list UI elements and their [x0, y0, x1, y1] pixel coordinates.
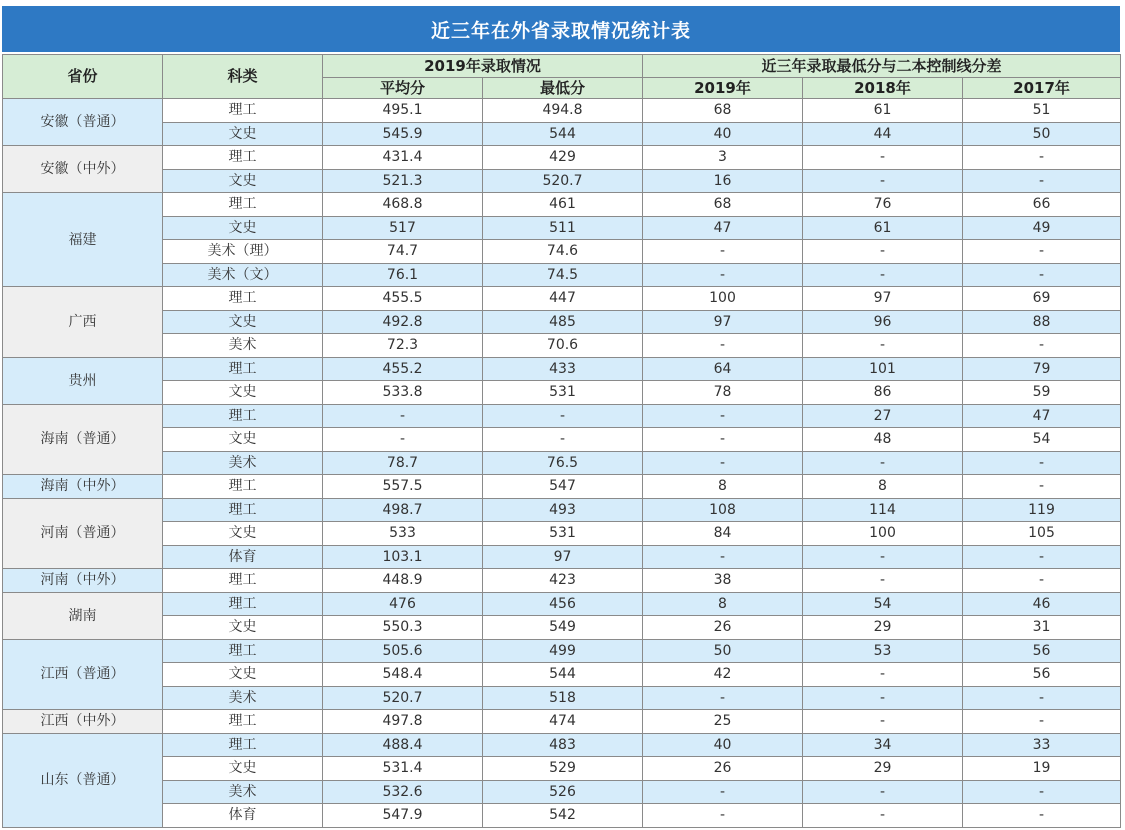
category-cell: 理工 — [163, 404, 323, 428]
category-cell: 理工 — [163, 475, 323, 499]
diff-2019-cell: 100 — [643, 287, 803, 311]
avg-cell: 103.1 — [323, 545, 483, 569]
category-cell: 理工 — [163, 146, 323, 170]
avg-cell: 476 — [323, 592, 483, 616]
header-2018: 2018年 — [803, 78, 963, 99]
diff-2019-cell: - — [643, 545, 803, 569]
diff-2017-cell: 51 — [963, 99, 1121, 123]
diff-2018-cell: - — [803, 686, 963, 710]
category-cell: 美术 — [163, 686, 323, 710]
min-cell: 544 — [483, 122, 643, 146]
diff-2019-cell: 108 — [643, 498, 803, 522]
diff-2017-cell: 59 — [963, 381, 1121, 405]
table-row — [3, 545, 1121, 569]
avg-cell: 455.2 — [323, 357, 483, 381]
avg-cell: 495.1 — [323, 99, 483, 123]
table-row — [3, 639, 1121, 663]
min-cell: 429 — [483, 146, 643, 170]
diff-2017-cell: - — [963, 146, 1121, 170]
province-cell: 湖南 — [3, 592, 163, 639]
diff-2018-cell: 8 — [803, 475, 963, 499]
category-cell: 理工 — [163, 592, 323, 616]
diff-2019-cell: - — [643, 780, 803, 804]
min-cell: 494.8 — [483, 99, 643, 123]
table-row — [3, 122, 1121, 146]
min-cell: - — [483, 404, 643, 428]
diff-2017-cell: - — [963, 710, 1121, 734]
avg-cell: 492.8 — [323, 310, 483, 334]
avg-cell: 531.4 — [323, 757, 483, 781]
avg-cell: 431.4 — [323, 146, 483, 170]
diff-2018-cell: 61 — [803, 99, 963, 123]
min-cell: 531 — [483, 522, 643, 546]
diff-2018-cell: - — [803, 263, 963, 287]
table-row — [3, 428, 1121, 452]
avg-cell: 533.8 — [323, 381, 483, 405]
min-cell: 74.5 — [483, 263, 643, 287]
diff-2018-cell: 86 — [803, 381, 963, 405]
category-cell: 美术（文） — [163, 263, 323, 287]
table-row — [3, 99, 1121, 123]
table-row — [3, 263, 1121, 287]
table-row — [3, 663, 1121, 687]
table-row — [3, 451, 1121, 475]
diff-2018-cell: - — [803, 710, 963, 734]
table-row — [3, 498, 1121, 522]
diff-2018-cell: - — [803, 545, 963, 569]
diff-2019-cell: 26 — [643, 616, 803, 640]
diff-2017-cell: 105 — [963, 522, 1121, 546]
avg-cell: 76.1 — [323, 263, 483, 287]
avg-cell: - — [323, 404, 483, 428]
diff-2018-cell: - — [803, 780, 963, 804]
diff-2017-cell: 19 — [963, 757, 1121, 781]
diff-2018-cell: 44 — [803, 122, 963, 146]
province-cell: 广西 — [3, 287, 163, 358]
diff-2017-cell: 33 — [963, 733, 1121, 757]
diff-2019-cell: 97 — [643, 310, 803, 334]
category-cell: 理工 — [163, 99, 323, 123]
category-cell: 理工 — [163, 710, 323, 734]
diff-2017-cell: - — [963, 475, 1121, 499]
avg-cell: 548.4 — [323, 663, 483, 687]
table-row — [3, 592, 1121, 616]
diff-2018-cell: 34 — [803, 733, 963, 757]
category-cell: 体育 — [163, 545, 323, 569]
avg-cell: 517 — [323, 216, 483, 240]
diff-2018-cell: - — [803, 334, 963, 358]
table-row — [3, 334, 1121, 358]
diff-2019-cell: 50 — [643, 639, 803, 663]
diff-2019-cell: 8 — [643, 475, 803, 499]
table-row — [3, 475, 1121, 499]
diff-2019-cell: 84 — [643, 522, 803, 546]
diff-2017-cell: 66 — [963, 193, 1121, 217]
diff-2017-cell: - — [963, 804, 1121, 828]
diff-2019-cell: 42 — [643, 663, 803, 687]
header-2019-admission: 2019年录取情况 — [323, 55, 643, 78]
diff-2019-cell: 64 — [643, 357, 803, 381]
min-cell: 549 — [483, 616, 643, 640]
avg-cell: 468.8 — [323, 193, 483, 217]
category-cell: 文史 — [163, 169, 323, 193]
table-row — [3, 381, 1121, 405]
diff-2018-cell: 114 — [803, 498, 963, 522]
header-avg: 平均分 — [323, 78, 483, 99]
diff-2017-cell: - — [963, 263, 1121, 287]
table-body — [3, 99, 1121, 828]
diff-2018-cell: - — [803, 169, 963, 193]
diff-2019-cell: - — [643, 428, 803, 452]
table-row — [3, 240, 1121, 264]
table-row — [3, 686, 1121, 710]
diff-2017-cell: - — [963, 334, 1121, 358]
diff-2018-cell: - — [803, 451, 963, 475]
min-cell: 493 — [483, 498, 643, 522]
avg-cell: 533 — [323, 522, 483, 546]
avg-cell: - — [323, 428, 483, 452]
min-cell: 97 — [483, 545, 643, 569]
diff-2018-cell: 53 — [803, 639, 963, 663]
avg-cell: 74.7 — [323, 240, 483, 264]
category-cell: 理工 — [163, 498, 323, 522]
diff-2017-cell: - — [963, 780, 1121, 804]
avg-cell: 505.6 — [323, 639, 483, 663]
diff-2017-cell: - — [963, 451, 1121, 475]
province-cell: 河南（中外） — [3, 569, 163, 593]
min-cell: - — [483, 428, 643, 452]
diff-2018-cell: 29 — [803, 616, 963, 640]
min-cell: 70.6 — [483, 334, 643, 358]
diff-2017-cell: 54 — [963, 428, 1121, 452]
province-cell: 海南（中外） — [3, 475, 163, 499]
diff-2017-cell: - — [963, 169, 1121, 193]
diff-2019-cell: 8 — [643, 592, 803, 616]
diff-2019-cell: 16 — [643, 169, 803, 193]
category-cell: 文史 — [163, 310, 323, 334]
table-row — [3, 216, 1121, 240]
diff-2019-cell: - — [643, 263, 803, 287]
avg-cell: 497.8 — [323, 710, 483, 734]
min-cell: 423 — [483, 569, 643, 593]
diff-2017-cell: 56 — [963, 639, 1121, 663]
province-cell: 山东（普通） — [3, 733, 163, 827]
table-row — [3, 357, 1121, 381]
diff-2019-cell: - — [643, 451, 803, 475]
diff-2019-cell: - — [643, 804, 803, 828]
table-row — [3, 193, 1121, 217]
diff-2019-cell: - — [643, 334, 803, 358]
category-cell: 理工 — [163, 193, 323, 217]
avg-cell: 78.7 — [323, 451, 483, 475]
diff-2018-cell: 29 — [803, 757, 963, 781]
province-cell: 江西（普通） — [3, 639, 163, 710]
min-cell: 456 — [483, 592, 643, 616]
avg-cell: 448.9 — [323, 569, 483, 593]
table-row — [3, 169, 1121, 193]
header-2019: 2019年 — [643, 78, 803, 99]
category-cell: 文史 — [163, 616, 323, 640]
diff-2018-cell: 54 — [803, 592, 963, 616]
diff-2018-cell: 97 — [803, 287, 963, 311]
diff-2017-cell: 47 — [963, 404, 1121, 428]
diff-2017-cell: - — [963, 686, 1121, 710]
table-row — [3, 733, 1121, 757]
min-cell: 447 — [483, 287, 643, 311]
province-cell: 安徽（中外） — [3, 146, 163, 193]
table-row — [3, 757, 1121, 781]
category-cell: 美术 — [163, 451, 323, 475]
table-title: 近三年在外省录取情况统计表 — [2, 6, 1120, 52]
table-row — [3, 569, 1121, 593]
header-diff-group: 近三年录取最低分与二本控制线分差 — [643, 55, 1121, 78]
diff-2019-cell: 68 — [643, 193, 803, 217]
min-cell: 544 — [483, 663, 643, 687]
diff-2019-cell: - — [643, 686, 803, 710]
diff-2018-cell: - — [803, 804, 963, 828]
category-cell: 体育 — [163, 804, 323, 828]
diff-2019-cell: 38 — [643, 569, 803, 593]
min-cell: 499 — [483, 639, 643, 663]
diff-2018-cell: - — [803, 146, 963, 170]
diff-2018-cell: 76 — [803, 193, 963, 217]
min-cell: 74.6 — [483, 240, 643, 264]
diff-2018-cell: 48 — [803, 428, 963, 452]
table-row — [3, 310, 1121, 334]
diff-2017-cell: 69 — [963, 287, 1121, 311]
min-cell: 518 — [483, 686, 643, 710]
diff-2019-cell: 26 — [643, 757, 803, 781]
min-cell: 474 — [483, 710, 643, 734]
diff-2018-cell: 61 — [803, 216, 963, 240]
avg-cell: 557.5 — [323, 475, 483, 499]
diff-2018-cell: - — [803, 569, 963, 593]
min-cell: 483 — [483, 733, 643, 757]
category-cell: 理工 — [163, 287, 323, 311]
min-cell: 531 — [483, 381, 643, 405]
category-cell: 文史 — [163, 428, 323, 452]
category-cell: 文史 — [163, 663, 323, 687]
min-cell: 526 — [483, 780, 643, 804]
header-category: 科类 — [163, 55, 323, 99]
diff-2019-cell: 78 — [643, 381, 803, 405]
category-cell: 文史 — [163, 381, 323, 405]
diff-2019-cell: 25 — [643, 710, 803, 734]
diff-2019-cell: 47 — [643, 216, 803, 240]
diff-2017-cell: - — [963, 569, 1121, 593]
category-cell: 文史 — [163, 522, 323, 546]
table-row — [3, 522, 1121, 546]
avg-cell: 547.9 — [323, 804, 483, 828]
diff-2017-cell: - — [963, 545, 1121, 569]
min-cell: 461 — [483, 193, 643, 217]
diff-2017-cell: 119 — [963, 498, 1121, 522]
min-cell: 433 — [483, 357, 643, 381]
table-row — [3, 780, 1121, 804]
diff-2017-cell: 49 — [963, 216, 1121, 240]
table-row — [3, 404, 1121, 428]
province-cell: 江西（中外） — [3, 710, 163, 734]
category-cell: 理工 — [163, 569, 323, 593]
diff-2017-cell: 31 — [963, 616, 1121, 640]
diff-2019-cell: 68 — [643, 99, 803, 123]
diff-2019-cell: 40 — [643, 733, 803, 757]
category-cell: 文史 — [163, 216, 323, 240]
category-cell: 文史 — [163, 757, 323, 781]
admission-table — [2, 54, 1121, 828]
diff-2017-cell: - — [963, 240, 1121, 264]
header-2017: 2017年 — [963, 78, 1121, 99]
province-cell: 安徽（普通） — [3, 99, 163, 146]
header-row-1 — [3, 55, 1121, 78]
diff-2017-cell: 56 — [963, 663, 1121, 687]
diff-2017-cell: 46 — [963, 592, 1121, 616]
avg-cell: 545.9 — [323, 122, 483, 146]
min-cell: 485 — [483, 310, 643, 334]
min-cell: 520.7 — [483, 169, 643, 193]
diff-2018-cell: 100 — [803, 522, 963, 546]
diff-2018-cell: 27 — [803, 404, 963, 428]
diff-2018-cell: - — [803, 663, 963, 687]
table-row — [3, 146, 1121, 170]
province-cell: 贵州 — [3, 357, 163, 404]
header-province: 省份 — [3, 55, 163, 99]
diff-2019-cell: 40 — [643, 122, 803, 146]
min-cell: 511 — [483, 216, 643, 240]
category-cell: 美术 — [163, 780, 323, 804]
province-cell: 海南（普通） — [3, 404, 163, 475]
category-cell: 美术（理） — [163, 240, 323, 264]
diff-2018-cell: - — [803, 240, 963, 264]
table-row — [3, 616, 1121, 640]
table-row — [3, 287, 1121, 311]
diff-2019-cell: - — [643, 240, 803, 264]
min-cell: 76.5 — [483, 451, 643, 475]
diff-2019-cell: 3 — [643, 146, 803, 170]
avg-cell: 72.3 — [323, 334, 483, 358]
avg-cell: 520.7 — [323, 686, 483, 710]
category-cell: 理工 — [163, 357, 323, 381]
min-cell: 547 — [483, 475, 643, 499]
min-cell: 542 — [483, 804, 643, 828]
diff-2018-cell: 101 — [803, 357, 963, 381]
table-row — [3, 804, 1121, 828]
diff-2017-cell: 50 — [963, 122, 1121, 146]
province-cell: 福建 — [3, 193, 163, 287]
avg-cell: 498.7 — [323, 498, 483, 522]
category-cell: 美术 — [163, 334, 323, 358]
category-cell: 文史 — [163, 122, 323, 146]
diff-2018-cell: 96 — [803, 310, 963, 334]
avg-cell: 455.5 — [323, 287, 483, 311]
table-row — [3, 710, 1121, 734]
diff-2017-cell: 88 — [963, 310, 1121, 334]
province-cell: 河南（普通） — [3, 498, 163, 569]
avg-cell: 532.6 — [323, 780, 483, 804]
header-min: 最低分 — [483, 78, 643, 99]
diff-2019-cell: - — [643, 404, 803, 428]
min-cell: 529 — [483, 757, 643, 781]
avg-cell: 488.4 — [323, 733, 483, 757]
category-cell: 理工 — [163, 639, 323, 663]
avg-cell: 550.3 — [323, 616, 483, 640]
avg-cell: 521.3 — [323, 169, 483, 193]
category-cell: 理工 — [163, 733, 323, 757]
diff-2017-cell: 79 — [963, 357, 1121, 381]
